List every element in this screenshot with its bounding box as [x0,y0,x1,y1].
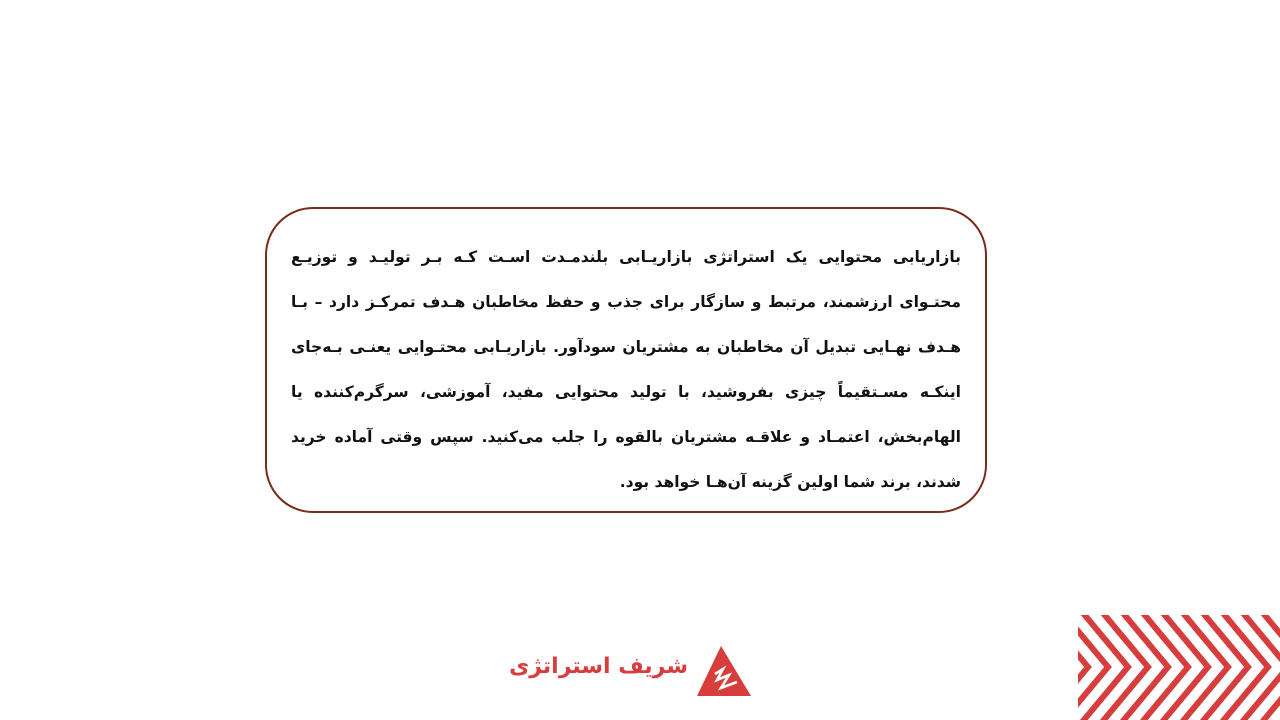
brand-logo [509,640,760,700]
chevron-pattern-icon [1078,615,1280,720]
content-box [265,207,987,513]
mountain-logo-icon [693,644,755,696]
content-paragraph: بازاریابی محتوایی یک استراتژی بازاریـابی بلندمـدت اسـت کـه بـر تولیـد و توزیـع محتـوای ارزشمند، مرتبط و سازگار برای جذب و حفظ مخاطبان هـدف تمرکـز دارد – بـا هـدف نهـایی تبدیل آن مخاطبان به مشتریان سودآور. بازاریـابی محتـوایی یعنـی بـه‌جای اینکـه مسـتقیماً چیزی بفروشید، با تولید محتوایی مفید، آموزشی، سرگرم‌کننده یا الهام‌بخش، اعتمـاد و علاقـه مشتریان بالقوه را جلب می‌کنید. سپس وقتی آماده خرید شدند، برند شما اولین گزینه آن‌هـا خواهد بود. [291,248,961,491]
brand-name: شریف استراتژی [509,654,688,679]
